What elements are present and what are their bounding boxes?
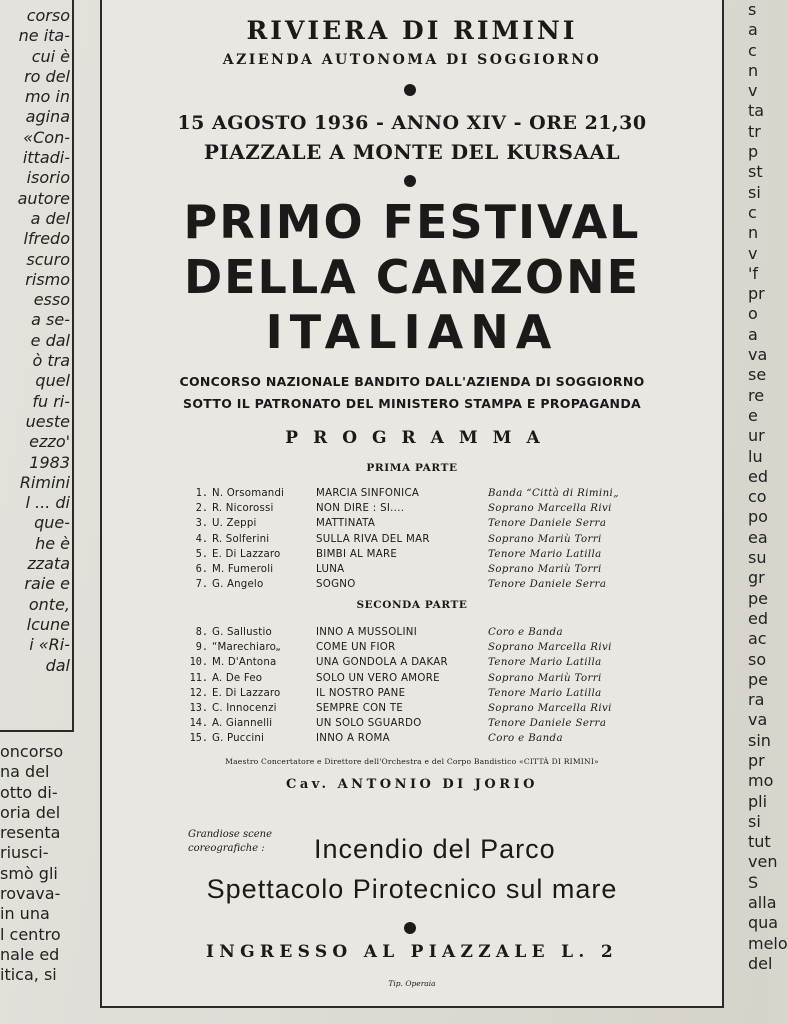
column-line: pli <box>748 791 768 811</box>
column-line: isorio <box>26 168 70 188</box>
column-line: zzata <box>27 554 70 574</box>
column-line: lcune <box>26 614 70 634</box>
column-line: dal <box>45 655 70 675</box>
item-title: SULLA RIVA DEL MAR <box>316 533 430 545</box>
column-line: rismo <box>25 269 70 289</box>
item-number: 4. <box>195 533 208 545</box>
program-item <box>102 486 722 501</box>
column-line: tr <box>748 121 761 141</box>
item-title: UN SOLO SGUARDO <box>316 718 422 730</box>
festival-poster <box>100 0 724 1008</box>
column-line: o <box>748 304 758 324</box>
poster-header-subtitle: AZIENDA AUTONOMA DI SOGGIORNO <box>222 52 602 68</box>
poster-date-line: 15 AGOSTO 1936 - ANNO XIV - ORE 21,30 <box>177 112 647 134</box>
item-performer: Tenore Mario Latilla <box>488 687 602 699</box>
column-line: tut <box>748 832 771 852</box>
column-line: ne ita- <box>18 26 70 46</box>
column-line: oncorso <box>0 742 64 761</box>
column-line: pr <box>748 284 765 304</box>
item-performer: Tenore Daniele Serra <box>488 718 607 730</box>
left-column-box-bottom <box>0 730 74 732</box>
item-title: MARCIA SINFONICA <box>316 488 420 499</box>
column-line: ea <box>748 527 768 547</box>
item-title: INNO A ROMA <box>316 733 390 745</box>
concorso-line-2: SOTTO IL PATRONATO DEL MINISTERO STAMPA E PROPAGANDA <box>183 396 641 411</box>
column-line: autore <box>17 188 70 208</box>
column-line: ueste <box>25 411 70 431</box>
column-line: l centro <box>0 924 61 944</box>
program-item <box>102 640 722 655</box>
item-title: COME UN FIOR <box>316 642 396 654</box>
item-author: G. Angelo <box>212 579 264 591</box>
poster-header-title: RIVIERA DI RIMINI <box>246 16 578 45</box>
column-line: que- <box>34 513 70 533</box>
column-line: scuro <box>26 249 70 269</box>
item-author: E. Di Lazzaro <box>212 687 281 699</box>
program-item <box>102 516 722 531</box>
item-performer: Tenore Daniele Serra <box>488 518 607 530</box>
column-line: agina <box>25 107 70 127</box>
column-line: e <box>748 405 758 425</box>
column-line: i «Ri- <box>29 635 70 655</box>
column-line: lfredo <box>23 229 70 249</box>
item-performer: Banda “Città di Rimini„ <box>488 488 619 499</box>
program-item <box>102 701 722 716</box>
item-performer: Tenore Daniele Serra <box>488 579 607 591</box>
column-line: ò tra <box>32 351 70 371</box>
column-line: st <box>748 162 763 182</box>
program-item <box>102 562 722 577</box>
column-line: ra <box>748 690 765 710</box>
column-line: po <box>748 507 768 527</box>
item-performer: Tenore Mario Latilla <box>488 548 602 560</box>
bullet-dot <box>404 175 416 187</box>
scene-label-line-1: Grandiose scene <box>188 829 273 840</box>
prima-parte-heading: PRIMA PARTE <box>366 462 458 474</box>
column-line: a <box>748 324 758 344</box>
column-line: del <box>748 953 773 973</box>
column-line: itica, si <box>0 965 57 985</box>
column-line: ur <box>748 426 765 446</box>
seconda-parte-heading: SECONDA PARTE <box>356 599 468 611</box>
left-column-divider <box>72 0 74 730</box>
column-line: smò gli <box>0 863 58 883</box>
poster-main-title-line-3: ITALIANA <box>265 305 559 359</box>
bullet-dot <box>404 922 416 934</box>
column-line: Rimini <box>19 472 70 492</box>
column-line: a se- <box>31 310 70 330</box>
item-performer: Coro e Banda <box>488 627 563 638</box>
fireworks-line: Spettacolo Pirotecnico sul mare <box>206 874 618 904</box>
column-line: c <box>748 202 757 222</box>
column-line: nale ed <box>0 944 60 964</box>
column-line: a del <box>30 208 70 228</box>
column-line: sin <box>748 730 771 750</box>
program-item <box>102 731 722 746</box>
item-author: C. Innocenzi <box>212 703 277 714</box>
column-line: va <box>748 345 768 365</box>
item-title: SOLO UN VERO AMORE <box>316 672 440 684</box>
column-line: raie e <box>24 574 70 594</box>
programma-heading: PROGRAMMA <box>285 428 555 448</box>
poster-main-title-line-1: PRIMO FESTIVAL <box>183 195 641 249</box>
column-line: a <box>748 20 758 40</box>
director-name: Cav. ANTONIO DI JORIO <box>286 777 538 792</box>
item-number: 9. <box>195 642 208 654</box>
column-line: riusci- <box>0 843 49 863</box>
column-line: so <box>748 649 767 669</box>
column-line: otto di- <box>0 782 58 802</box>
column-line: ezzo' <box>29 432 70 452</box>
column-line: si <box>748 182 761 202</box>
column-line: resenta <box>0 823 61 843</box>
item-number: 8. <box>195 627 208 638</box>
item-performer: Soprano Mariù Torri <box>488 672 602 684</box>
program-item <box>102 625 722 640</box>
item-number: 10. <box>189 657 208 669</box>
column-line: v <box>748 81 758 101</box>
program-item <box>102 577 722 592</box>
column-line: mo <box>748 771 774 791</box>
item-number: 15. <box>189 733 208 745</box>
item-number: 5. <box>195 548 208 560</box>
column-line: 'f <box>748 263 759 283</box>
column-line: mo in <box>24 87 70 107</box>
maestro-line: Maestro Concertatore e Direttore dell'Orchestra e del Corpo Bandistico «CITTÀ DI RIMINI» <box>225 757 599 766</box>
item-number: 11. <box>189 672 208 684</box>
program-item <box>102 686 722 701</box>
column-line: melo <box>748 933 788 953</box>
column-line: pe <box>748 669 768 689</box>
column-line: e dal <box>30 330 70 350</box>
item-performer: Soprano Marcella Rivi <box>488 703 612 714</box>
item-author: E. Di Lazzaro <box>212 548 281 560</box>
item-number: 6. <box>195 564 208 575</box>
column-line: na del <box>0 762 50 782</box>
item-performer: Soprano Marcella Rivi <box>488 642 612 654</box>
item-number: 14. <box>189 718 208 730</box>
column-line: co <box>748 487 767 507</box>
column-line: ed <box>748 608 768 628</box>
item-performer: Soprano Mariù Torri <box>488 564 602 575</box>
item-performer: Tenore Mario Latilla <box>488 657 602 669</box>
item-title: MATTINATA <box>316 518 376 530</box>
item-author: M. D'Antona <box>212 657 277 669</box>
column-line: in una <box>0 904 50 924</box>
item-number: 1. <box>195 488 208 499</box>
column-line: ro del <box>24 66 70 86</box>
ingresso-line: INGRESSO AL PIAZZALE L. 2 <box>206 942 618 962</box>
column-line: v <box>748 243 758 263</box>
bullet-dot <box>404 84 416 96</box>
item-title: INNO A MUSSOLINI <box>316 627 418 638</box>
item-author: N. Orsomandi <box>212 488 285 499</box>
item-title: LUNA <box>316 564 345 575</box>
poster-main-title-line-2: DELLA CANZONE <box>183 250 641 304</box>
column-line: cui è <box>31 46 70 66</box>
column-line: quel <box>35 371 70 391</box>
item-title: IL NOSTRO PANE <box>316 687 406 699</box>
item-author: M. Fumeroli <box>212 564 274 575</box>
column-line: n <box>748 223 759 243</box>
item-author: A. Giannelli <box>212 718 273 730</box>
scene-title: Incendio del Parco <box>314 834 556 864</box>
item-title: NON DIRE : SI.... <box>316 503 405 515</box>
column-line: c <box>748 40 757 60</box>
column-line: va <box>748 710 768 730</box>
program-item <box>102 501 722 516</box>
printer-credit: Tip. Operaia <box>388 979 436 988</box>
column-line: su <box>748 548 767 568</box>
column-line: re <box>748 385 765 405</box>
column-line: pr <box>748 750 765 770</box>
column-line: ittadi- <box>22 148 70 168</box>
item-author: R. Solferini <box>212 533 270 545</box>
scene-label-line-2: coreografiche : <box>188 843 265 854</box>
item-title: UNA GONDOLA A DAKAR <box>316 657 448 669</box>
item-number: 3. <box>195 518 208 530</box>
column-line: s <box>748 0 757 19</box>
item-author: “Marechiaro„ <box>212 642 281 654</box>
program-item <box>102 671 722 686</box>
item-author: R. Nicorossi <box>212 503 274 515</box>
column-line: esso <box>33 290 70 310</box>
column-line: ta <box>748 101 765 121</box>
column-line: p <box>748 142 759 162</box>
item-author: A. De Feo <box>212 672 263 684</box>
item-performer: Coro e Banda <box>488 733 563 745</box>
column-line: oria del <box>0 802 61 822</box>
column-line: 1983 <box>29 452 70 472</box>
item-author: G. Sallustio <box>212 627 272 638</box>
column-line: «Con- <box>23 127 70 147</box>
column-line: ac <box>748 629 767 649</box>
program-item <box>102 532 722 547</box>
column-line: n <box>748 60 759 80</box>
scene-label <box>188 828 272 856</box>
item-performer: Soprano Mariù Torri <box>488 533 602 545</box>
poster-venue-line: PIAZZALE A MONTE DEL KURSAAL <box>203 140 621 164</box>
column-line: gr <box>748 568 765 588</box>
item-number: 13. <box>189 703 208 714</box>
item-performer: Soprano Marcella Rivi <box>488 503 612 515</box>
column-line: fu ri- <box>32 391 70 411</box>
column-line: lu <box>748 446 763 466</box>
left-column-text-bottom <box>0 742 72 986</box>
column-line: ven <box>748 852 778 872</box>
column-line: l ... di <box>25 493 70 513</box>
column-line: corso <box>26 6 70 25</box>
column-line: ed <box>748 466 768 486</box>
column-line: rovava- <box>0 884 61 904</box>
item-title: BIMBI AL MARE <box>316 548 398 560</box>
concorso-line-1: CONCORSO NAZIONALE BANDITO DALL'AZIENDA DI SOGGIORNO <box>179 374 645 389</box>
item-title: SOGNO <box>316 579 356 591</box>
column-line: pe <box>748 588 768 608</box>
column-line: he è <box>35 533 70 553</box>
column-line: onte, <box>28 594 70 614</box>
program-item <box>102 716 722 731</box>
item-number: 7. <box>195 579 208 591</box>
column-line: se <box>748 365 767 385</box>
column-line: alla <box>748 893 777 913</box>
item-title: SEMPRE CON TE <box>316 703 404 714</box>
item-author: U. Zeppi <box>212 518 257 530</box>
column-line: qua <box>748 913 779 933</box>
column-line: S <box>748 872 759 892</box>
program-item <box>102 655 722 670</box>
right-column-text <box>748 0 788 974</box>
item-number: 12. <box>189 687 208 699</box>
column-line: si <box>748 811 761 831</box>
item-author: G. Puccini <box>212 733 265 745</box>
program-item <box>102 547 722 562</box>
left-column-text-top <box>0 6 70 676</box>
item-number: 2. <box>195 503 208 515</box>
